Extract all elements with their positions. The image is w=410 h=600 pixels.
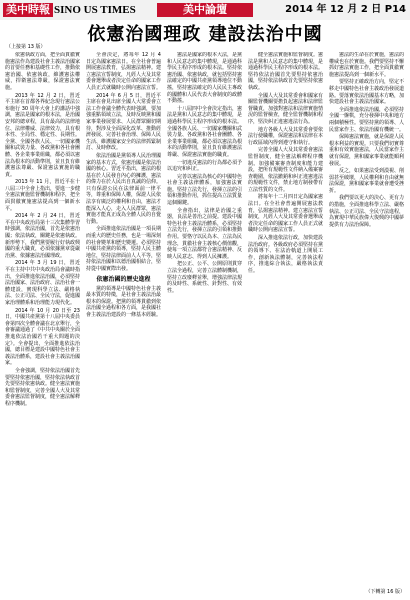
paragraph: 一切違反憲法的行為都必須予以追究和糾正。 [167,159,242,173]
newspaper-logo-english: SINO US TIMES [54,4,136,16]
paragraph: 2013 年 12 月 2 日，習近平主席在首都各界紀念現行憲法公布施行 30 周年大會上的講話中強調，憲法是國家的根本法，是治國安邦的總章程，具有最高的法律地位、法律權威、法律效力，具有根本性、全局性、穩定性、長期性。全黨、全國各族人民、一切國家機關和武裝力量、各政黨和各社會團體、各企業事業組織，都必須以憲法為根本的活動準則，並且負有維護憲法尊嚴、保證憲法實施的職責。 [5,92,80,178]
masthead [0,0,410,20]
paragraph: 憲法的生命在於實施，憲法的權威也在於實施。我們要堅持不懈抓好憲法實施工作，把全面貫徹實施憲法提高到一個新水平。 [329,52,404,78]
paragraph: 憲法是國家的根本大法，是黨和人民意志的集中體現，是通過科學民主程序形成的根本法。堅持依憲治國、依憲執政，就包括堅持憲法確定的中國共產黨領導地位不動搖，堅持憲法確定的人民民主專政的國體和人民代表大會制度的政體不動搖。 [167,52,242,105]
paragraph: 保障憲法實施，就是保證人民根本利益的實現。只要我們切實尊重和有效實施憲法，人民當家作主就有保證，黨和國家事業就能順利發展。 [329,134,404,167]
paragraph: 將每年十二月四日定為國家憲法日。在全社會普遍開展憲法教育，弘揚憲法精神。建立憲法宣誓制度，凡經人大及其常委會選舉或者決定任命的國家工作人員正式就職時公開向憲法宣誓。 [248,194,323,234]
paragraph: 全面推進依法治國是一項長期而重大的歷史任務，也是一場深刻的社會變革和歷史變遷。必須堅持中國共產黨的領導，堅持人民主體地位，堅持法律面前人人平等，堅持依法治國和以德治國相結合，堅持從中國實際出發。 [86,226,161,272]
paragraph: 2013 年 11 月，習近平在十八屆三中全會上指出，要進一步健全憲法實施監督機制和程序，把全面貫徹實施憲法提高到一個新水平。 [5,179,80,212]
paragraph: 全會指出，法律是治國之重器，良法是善治之前提。建設中國特色社會主義法治體系，必須堅持立法先行，發揮立法的引領和推動作用。要恪守以民為本、立法為民理念，貫徹社會主義核心價值觀，使每一項立法都符合憲法精神、反映人民意志、得到人民擁護。 [167,207,242,260]
paragraph: 全會決定，將每年 12 月 4 日定為國家憲法日。在全社會普遍開展憲法教育，弘揚憲法精神。建立憲法宣誓制度，凡經人大及其常委會選舉或者決定任命的國家工作人員正式就職時公開向憲法宣誓。 [86,52,161,91]
article-body [5,52,405,588]
text-column [86,52,161,588]
text-column [248,52,323,588]
paragraph: 依憲執政方面，把全面貫徹實施憲法作為建設社會主義法治國家的首要任務和基礎性工作，推動依憲治國、依憲執政，維護憲法權威，捍衛憲法尊嚴，保證憲法實施。 [5,52,80,91]
continued-from-note: （上接第 13 版） [6,44,46,50]
paragraph: 依法治國是黨領導人民治理國家的基本方式，依憲治國是依法治國的核心。習近平指出，憲法的根基在於人民發自內心的擁護，憲法的偉力在於人民出自真誠的信仰。只有保證公民在法律面前一律平等，尊重和保障人權，保證人民依法享有廣泛的權利和自由，憲法才能深入人心，走入人民群眾，憲法實施才能真正成為全體人民的自覺行動。 [86,152,161,225]
paragraph: 全國人大及其常委會和國家有關監督機關要擔負起憲法和法律監督職責，加強對憲法和法律實施情況的監督檢查，健全監督機制和程序，堅決糾正違憲違法行為。 [248,92,323,125]
paragraph: 2014 年 3 月 19 日，習近平在主持中共中央政治局會議時指出，全面推進依法治國，必須堅持法治國家、法治政府、法治社會一體建設，實現科學立法、嚴格執法、公正司法、全民守法，促進國家治理體系和治理能力現代化。 [5,260,80,306]
paragraph: 2014 年 6 月 5 日，習近平主席在會見出席全國人大常委會立法工作會議全體代表時強調，要加強重點領域立法，及時反映黨和國家事業發展要求、人民群眾關切期待，對涉及全面深化改革、推動經濟發展、完善社會治理、保障人民生活、維護國家安全的法律抓緊制訂、及時修改。 [86,92,161,152]
paragraph: 反之，如果憲法受到漠視、削弱甚至破壞，人民權利和自由就無法保證，黨和國家事業就會遭受挫折。 [329,168,404,194]
paragraph: 地方各級人大及其常委會要依法行使職權，保證憲法和法律在本行政區域內得到遵守和執行。 [248,126,323,146]
text-column [329,52,404,588]
paragraph: 全會強調，堅持依法治國首先要堅持依憲治國，堅持依法執政首先要堅持依憲執政。健全憲法實施和監督制度，完善全國人大及其常委會憲法監督制度，健全憲法解釋程序機制。 [5,367,80,407]
continued-to-note: （下轉第 16 版） [365,589,405,595]
paragraph: 完善以憲法為核心的中國特色社會主義法律體系，加強憲法實施。堅持立法先行，發揮立法的引領和推動作用，抓住提高立法質量這個關鍵。 [167,173,242,207]
paragraph: 十八屆四中全會決定指出，憲法是黨和人民意志的集中體現，是通過科學民主程序形成的根本法。全國各族人民、一切國家機關和武裝力量、各政黨和各社會團體、各企業事業組織，都必須以憲法為根本的活動準則，並且負有維護憲法尊嚴、保證憲法實施的職責。 [167,105,242,158]
paragraph: 2014 年 10 月 20 日至 23 日，中國共產黨第十八屆中央委員會第四次全體會議在北京舉行，全會審議通過了《中共中央關於全面推進依法治國若干重大問題的決定》。全會提出，全面推進依法治國，總目標是建設中國特色社會主義法治體系，建設社會主義法治國家。 [5,307,80,367]
paragraph: 健全憲法實施和監督制度。憲法是黨和人民意志的集中體現，是通過科學民主程序形成的根本法。堅持依法治國首先要堅持依憲治國，堅持依法執政首先要堅持依憲執政。 [248,52,323,91]
paragraph: 深入推進依法行政，加快建設法治政府。各級政府必須堅持在黨的領導下、在法治軌道上開展工作，創新執法體制，完善執法程序，推進綜合執法，嚴格執法責任。 [248,235,323,274]
text-column [167,52,242,588]
newspaper-logo-chinese: 美中時報 [3,3,53,17]
issue-date-page: 2014 年 12 月 2 日 P14 [285,4,406,15]
paragraph: 全面推進依法治國，必須堅持全國一盤棋，充分發揮中央和地方兩個積極性。要堅持黨的領導、人民當家作主、依法治國有機統一。 [329,106,404,133]
paragraph: 黨的領導是中國特色社會主義最本質的特徵，是社會主義法治最根本的保證。把黨的領導貫徹到依法治國全過程和各方面，是我國社會主義法治建設的一條基本經驗。 [86,285,161,318]
paragraph: 2014 年 2 月 24 日，習近平在中央政治局第十三次集體學習時強調，依法治國，首先是依憲治國；依法執政，關鍵是依憲執政。新形勢下，我們黨要履行好執政興國的重大職責，必須依據黨章從嚴治黨、依據憲法治國理政。 [5,213,80,259]
text-column [5,52,80,588]
paragraph: 我們要以更大的決心、更有力的措施，全面推進科學立法、嚴格執法、公正司法、全民守法進程，為實現中華民族偉大復興的中國夢提供有力法治保障。 [329,195,404,228]
paragraph: 把公正、公平、公開原則貫穿立法全過程，完善立法體制機制，堅持立改廢釋並舉，增強法律法規的及時性、系統性、針對性、有效性。 [167,261,242,294]
section-tag: 美中論壇 [157,3,253,17]
paragraph: 完善全國人大及其常委會憲法監督制度，健全憲法解釋程序機制。加強備案審查制度和能力建設，把所有規範性文件納入備案審查範圍，依法撤銷和糾正違憲違法的規範性文件，禁止地方制發帶有立法性質的文件。 [248,147,323,193]
section-subheading: 依憲治國的歷史進程 [96,275,151,283]
paragraph: 要堅持正確政治方向，堅定不移走中國特色社會主義政治發展道路。要落實依法治國基本方略，加快建設社會主義法治國家。 [329,79,404,106]
article-headline: 依憲治國理政 建設法治中國 [87,24,323,45]
